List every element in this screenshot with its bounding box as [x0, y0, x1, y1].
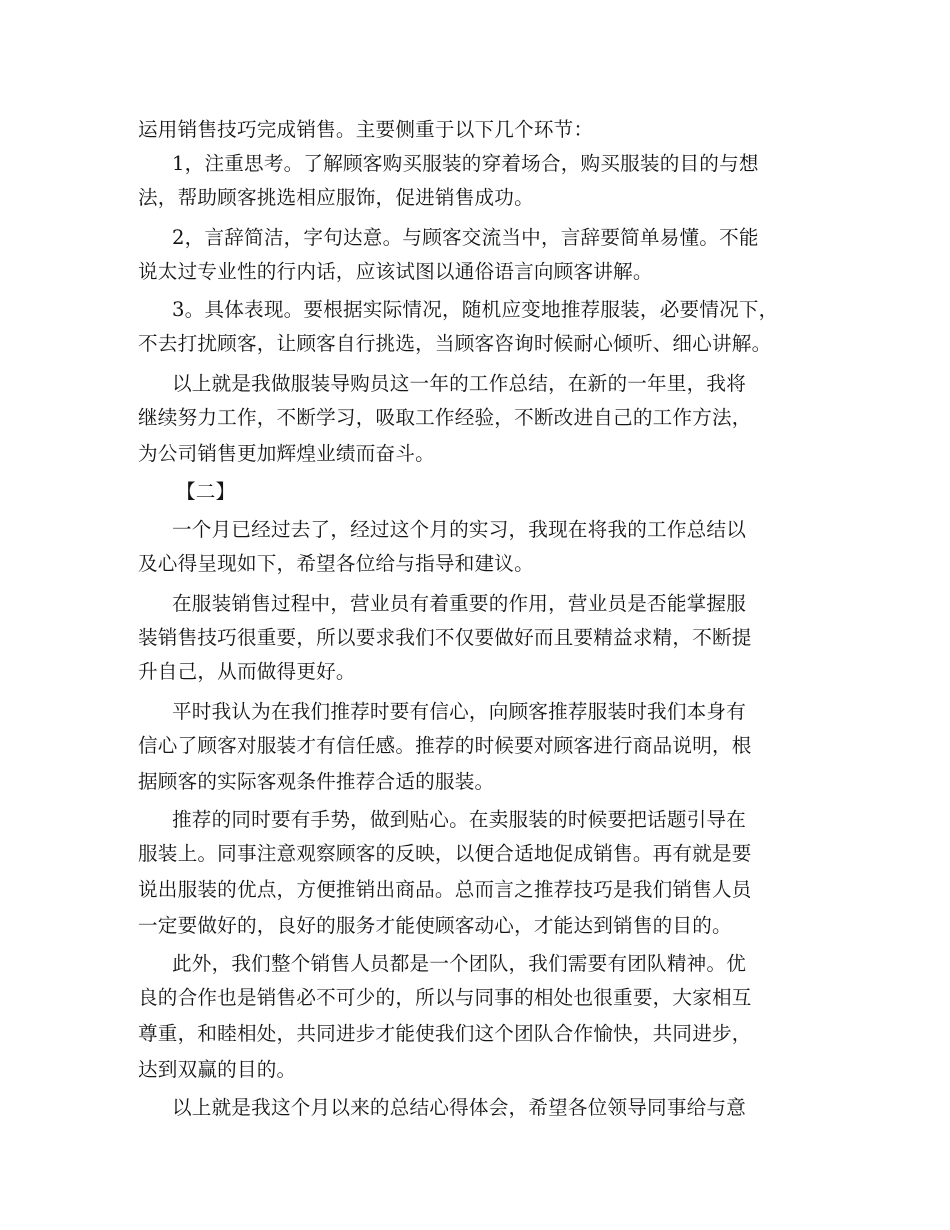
text-line: 2，言辞简洁，字句达意。与顾客交流当中，言辞要简单易懂。不能	[172, 226, 759, 249]
text-line: 装销售技巧很重要，所以要求我们不仅要做好而且要精益求精，不断提	[138, 626, 752, 649]
text-line: 升自己，从而做得更好。	[138, 660, 356, 683]
text-line: 信心了顾客对服装才有信任感。推荐的时候要对顾客进行商品说明，根	[138, 734, 752, 757]
text-line: 据顾客的实际客观条件推荐合适的服装。	[138, 770, 495, 793]
text-line: 服装上。同事注意观察顾客的反映，以便合适地促成销售。再有就是要	[138, 842, 752, 865]
text-line: 尊重，和睦相处，共同进步才能使我们这个团队合作愉快，共同进步，	[138, 1022, 752, 1045]
text-line: 不去打扰顾客，让顾客自行挑选，当顾客咨询时候耐心倾听、细心讲解。	[138, 332, 772, 355]
text-line: 达到双赢的目的。	[138, 1058, 297, 1081]
text-line: 推荐的同时要有手势，做到贴心。在卖服装的时候要把话题引导在	[172, 808, 747, 831]
text-line: 此外，我们整个销售人员都是一个团队，我们需要有团队精神。优	[172, 952, 747, 975]
text-line: 为公司销售更加辉煌业绩而奋斗。	[138, 442, 435, 465]
text-line: 1，注重思考。了解顾客购买服装的穿着场合，购买服装的目的与想	[172, 152, 759, 175]
text-line: 在服装销售过程中，营业员有着重要的作用，营业员是否能掌握服	[172, 592, 747, 615]
text-line: 一定要做好的，良好的服务才能使顾客动心，才能达到销售的目的。	[138, 914, 732, 937]
text-line: 一个月已经过去了，经过这个月的实习，我现在将我的工作总结以	[172, 518, 747, 541]
text-line: 说出服装的优点，方便推销出商品。总而言之推荐技巧是我们销售人员	[138, 878, 752, 901]
text-line: 说太过专业性的行内话，应该试图以通俗语言向顾客讲解。	[138, 260, 653, 283]
text-line: 以上就是我做服装导购员这一年的工作总结，在新的一年里，我将	[172, 372, 747, 395]
text-line: 良的合作也是销售必不可少的，所以与同事的相处也很重要，大家相互	[138, 986, 752, 1009]
text-line: 以上就是我这个月以来的总结心得体会，希望各位领导同事给与意	[172, 1096, 747, 1119]
section-heading: 【二】	[176, 480, 236, 503]
text-line: 平时我认为在我们推荐时要有信心，向顾客推荐服装时我们本身有	[172, 700, 747, 723]
text-line: 继续努力工作，不断学习，吸取工作经验，不断改进自己的工作方法，	[138, 406, 752, 429]
text-line: 运用销售技巧完成销售。主要侧重于以下几个环节：	[138, 118, 594, 141]
text-line: 法，帮助顾客挑选相应服饰，促进销售成功。	[138, 186, 534, 209]
text-line: 及心得呈现如下，希望各位给与指导和建议。	[138, 552, 534, 575]
text-line: 3。具体表现。要根据实际情况，随机应变地推荐服装，必要情况下，	[172, 298, 779, 321]
